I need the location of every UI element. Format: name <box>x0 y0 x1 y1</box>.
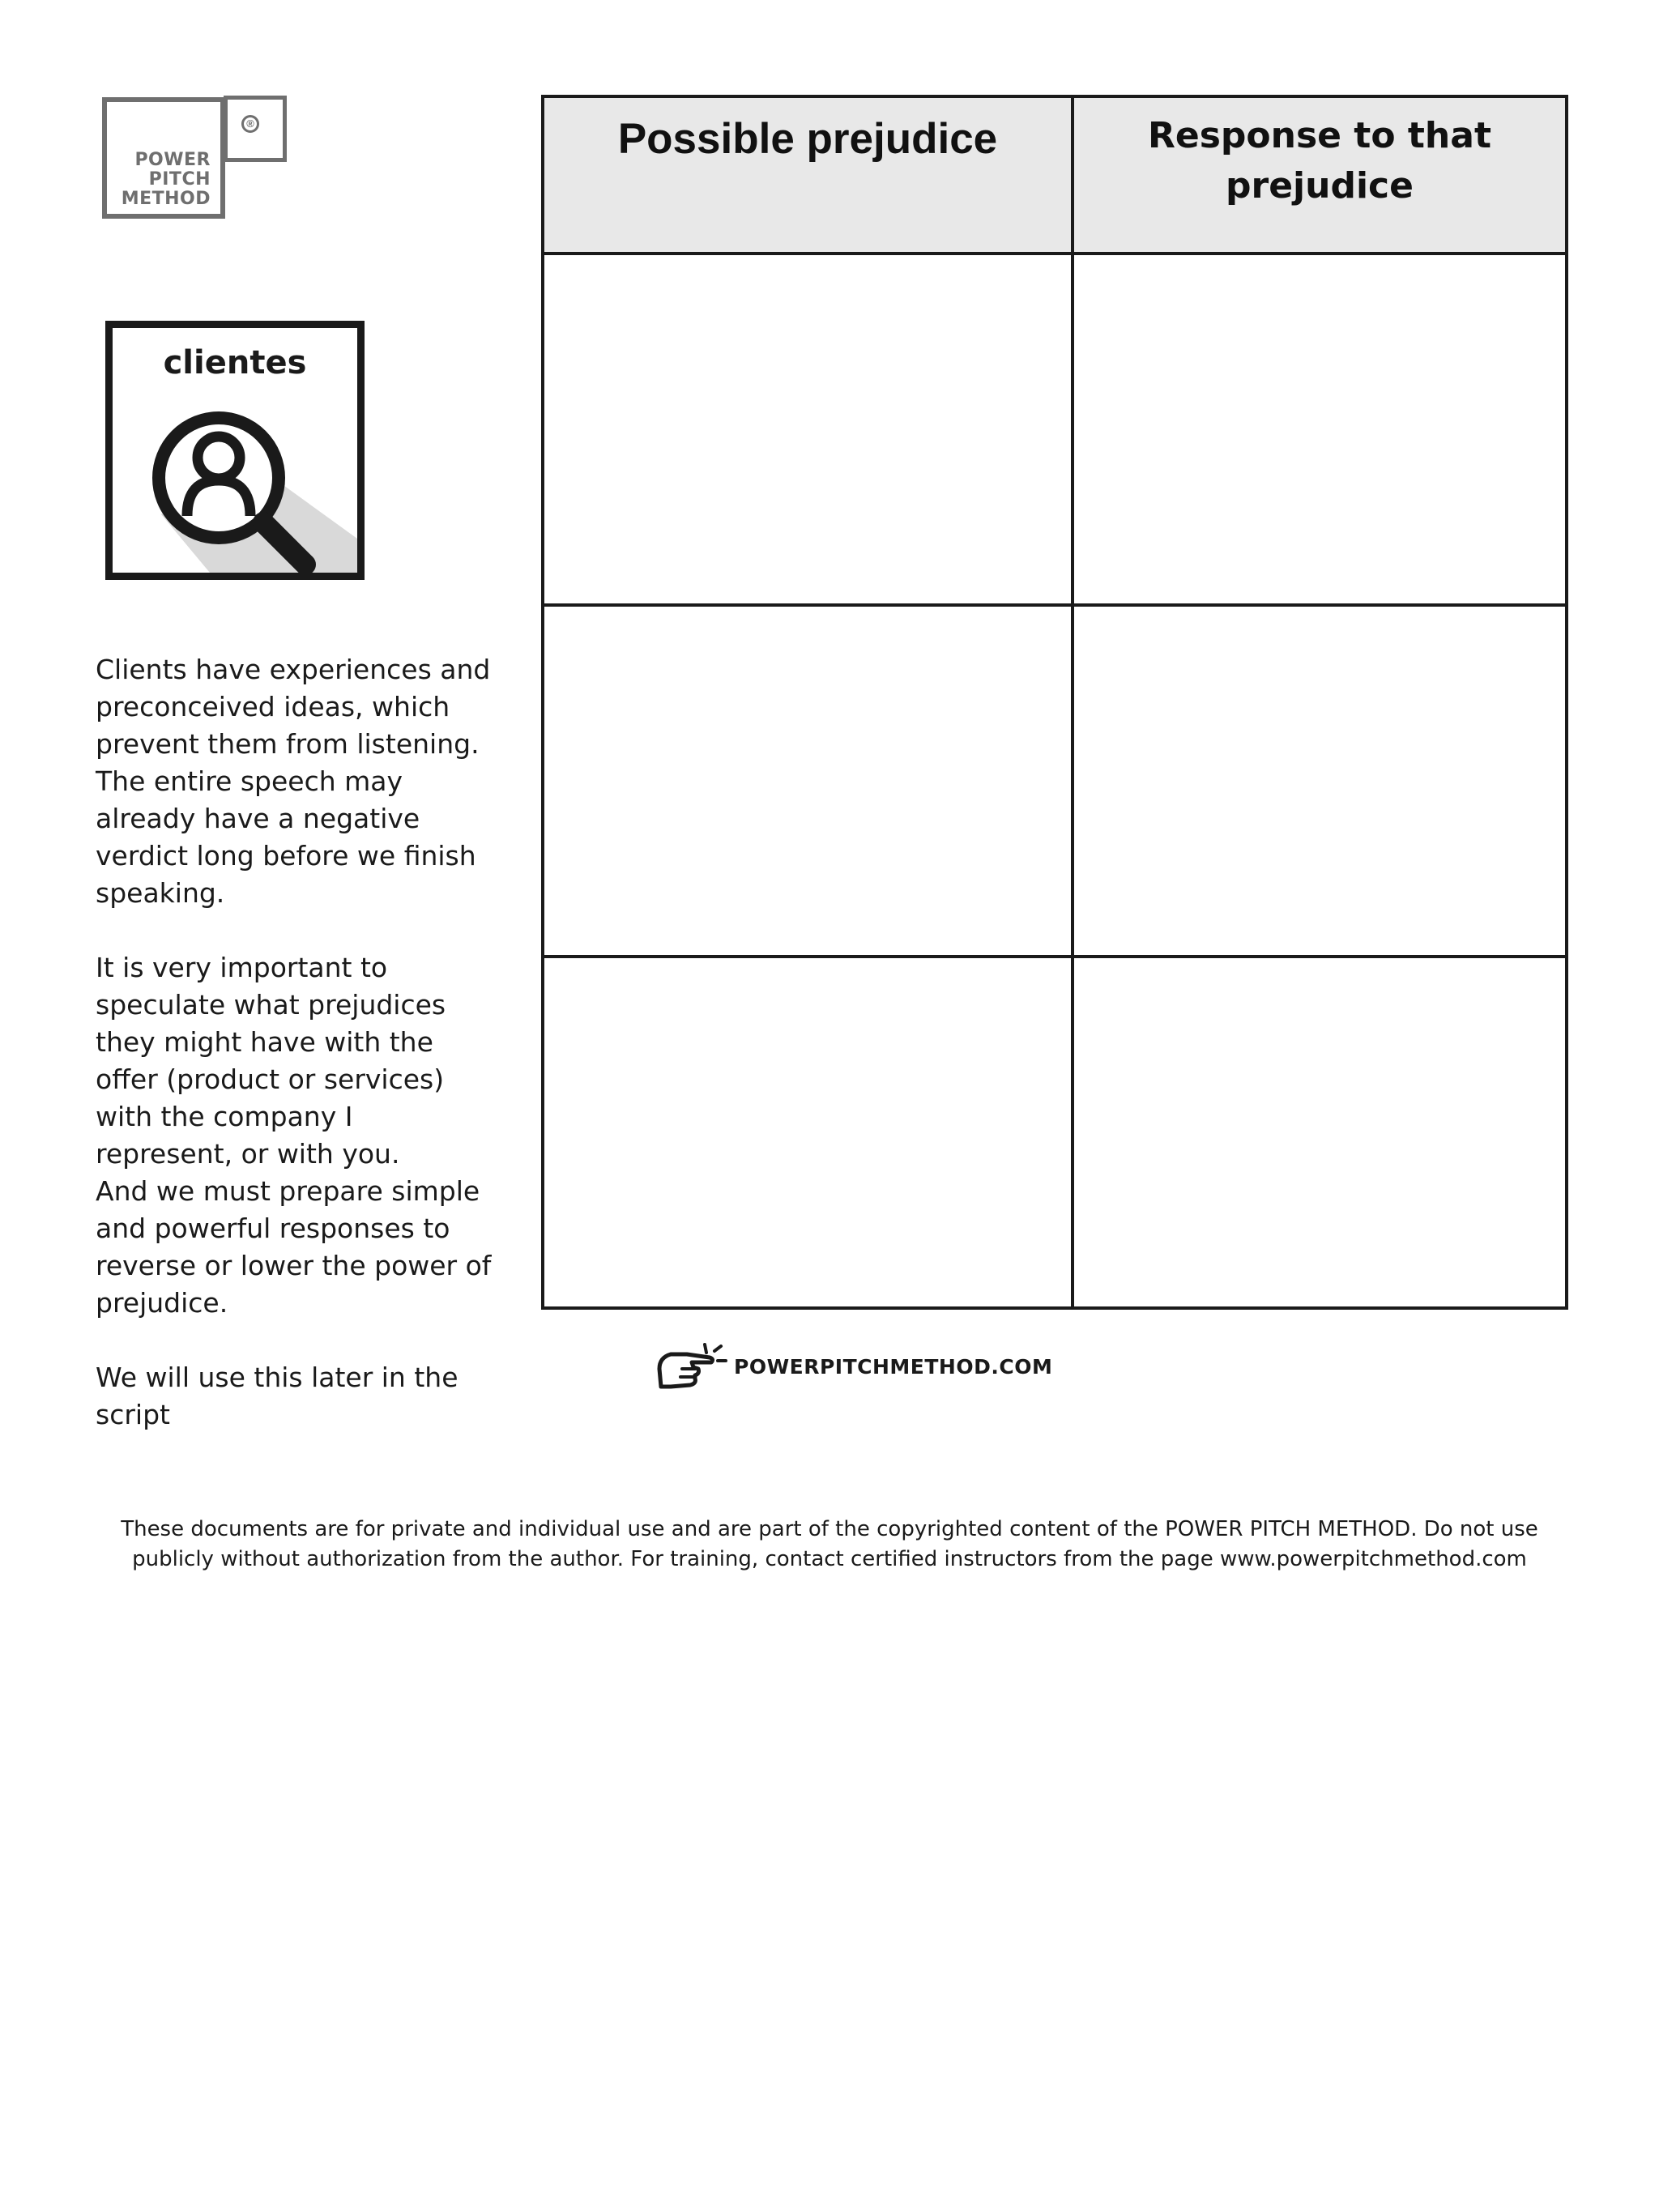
response-cell-2[interactable] <box>1073 605 1567 957</box>
description-paragraph-2: It is very important to speculate what prejudices they might have with the offer (product or services) with the company I represent, or with you. <box>96 952 446 1170</box>
description-paragraph-3: And we must prepare simple and powerful responses to reverse or lower the power of prejudice. <box>96 1175 492 1319</box>
header-possible-prejudice: Possible prejudice <box>543 96 1073 254</box>
logo-text <box>122 151 211 209</box>
table-row <box>543 254 1567 605</box>
prejudice-worksheet-table <box>541 95 1568 1310</box>
table-header-row <box>543 96 1567 254</box>
description-paragraph-4: We will use this later in the script <box>96 1362 458 1430</box>
website-link[interactable] <box>653 1340 1052 1393</box>
power-pitch-method-logo <box>100 94 295 225</box>
header-response: Response to that prejudice <box>1073 96 1567 254</box>
clientes-card <box>105 321 365 580</box>
logo-line-3: METHOD <box>121 189 211 209</box>
clientes-label: clientes <box>163 344 307 381</box>
description-text <box>96 651 493 1434</box>
footer-line-1: These documents are for private and individual use and are part of the copyrighted content of the POWER PITCH METHOD. Do not use <box>121 1517 1538 1541</box>
registered-mark: ® <box>241 115 259 133</box>
table-row <box>543 605 1567 957</box>
table-row <box>543 957 1567 1308</box>
copyright-footer <box>97 1515 1562 1575</box>
logo-line-1: POWER <box>134 150 211 170</box>
logo-line-2: PITCH <box>148 169 211 190</box>
website-url[interactable]: POWERPITCHMETHOD.COM <box>734 1354 1053 1379</box>
response-cell-3[interactable] <box>1073 957 1567 1308</box>
footer-line-2: publicly without authorization from the author. For training, contact certified instructors from the page www.powerpitchmethod.com <box>132 1547 1527 1571</box>
prejudice-cell-3[interactable] <box>543 957 1073 1308</box>
response-cell-1[interactable] <box>1073 254 1567 605</box>
prejudice-cell-2[interactable] <box>543 605 1073 957</box>
prejudice-cell-1[interactable] <box>543 254 1073 605</box>
pointing-hand-icon <box>653 1340 729 1393</box>
description-paragraph-1: Clients have experiences and preconceived ideas, which prevent them from listening. The entire speech may already have a negative verdict long before we finish speaking. <box>96 654 491 909</box>
